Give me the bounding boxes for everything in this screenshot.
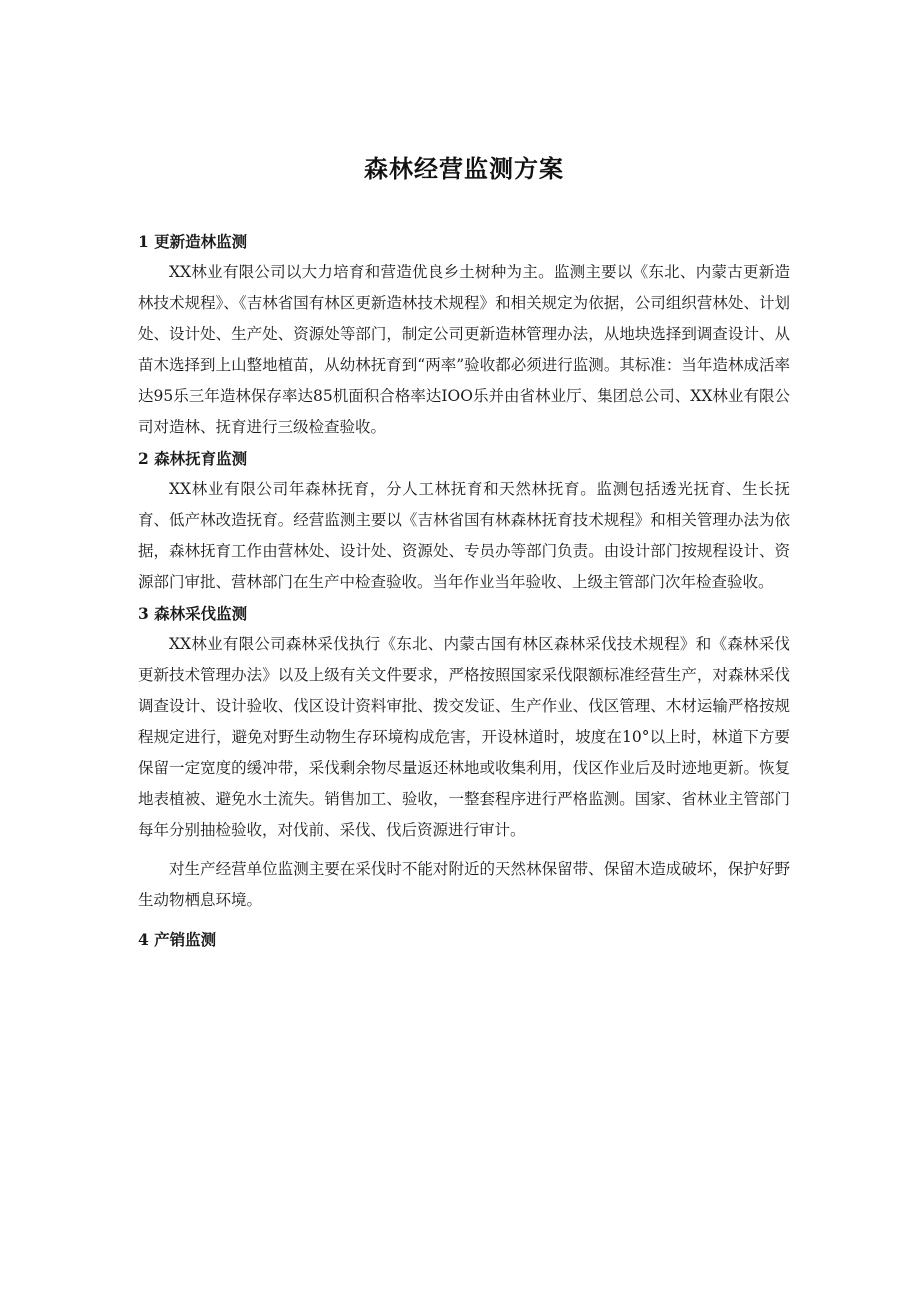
section-production-sales — [138, 924, 790, 955]
section-harvesting — [138, 598, 790, 916]
section-paragraph: XX林业有限公司年森林抚育，分人工林抚育和天然林抚育。监测包括透光抚育、生长抚育、低产林改造抚育。经营监测主要以《吉林省国有林森林抚育技术规程》和相关管理办法为依据，森林抚育工作由营林处、设计处、资源处、专员办等部门负责。由设计部门按规程设计、资源部门审批、营林部门在生产中检查验收。当年作业当年验收、上级主管部门次年检查验收。 — [138, 480, 790, 591]
section-tending — [138, 443, 790, 598]
section-paragraph: XX林业有限公司以大力培育和营造优良乡土树种为主。监测主要以《东北、内蒙古更新造林技术规程》、《吉林省国有林区更新造林技术规程》和相关规定为依据，公司组织营林处、计划处、设计处、生产处、资源处等部门，制定公司更新造林管理办法，从地块选择到调查设计、从苗木选择到上山整地植苗，从幼林抚育到“两率”验收都必须进行监测。其标准：当年造林成活率达95乐三年造林保存率达85机面积合格率达IOO乐并由省林业厅、集团总公司、XX林业有限公司对造林、抚育进行三级检查验收。 — [138, 263, 790, 436]
section-reforestation — [138, 226, 790, 443]
section-paragraph: 对生产经营单位监测主要在采伐时不能对附近的天然林保留带、保留木造成破坏，保护好野生动物栖息环境。 — [138, 860, 790, 909]
section-gap — [138, 916, 790, 924]
section-heading: 1 更新造林监测 — [138, 232, 248, 251]
section-heading: 4 产销监测 — [138, 930, 217, 949]
document-body — [138, 226, 790, 955]
section-heading: 2 森林抚育监测 — [138, 449, 248, 468]
section-heading: 3 森林采伐监测 — [138, 604, 248, 623]
section-paragraph: XX林业有限公司森林采伐执行《东北、内蒙古国有林区森林采伐技术规程》和《森林采伐更新技术管理办法》以及上级有关文件要求，严格按照国家采伐限额标准经营生产，对森林采伐调查设计、设计验收、伐区设计资料审批、拨交发证、生产作业、伐区管理、木材运输严格按规程规定进行，避免对野生动物生存环境构成危害，开设林道时，坡度在10°以上时，林道下方要保留一定宽度的缓冲带，采伐剩余物尽量返还林地或收集利用，伐区作业后及时迹地更新。恢复地表植被、避免水土流失。销售加工、验收，一整套程序进行严格监测。国家、省林业主管部门每年分别抽检验收，对伐前、采伐、伐后资源进行审计。 — [138, 635, 790, 839]
document-title: 森林经营监测方案 — [364, 155, 564, 183]
paragraph-gap — [138, 846, 790, 854]
